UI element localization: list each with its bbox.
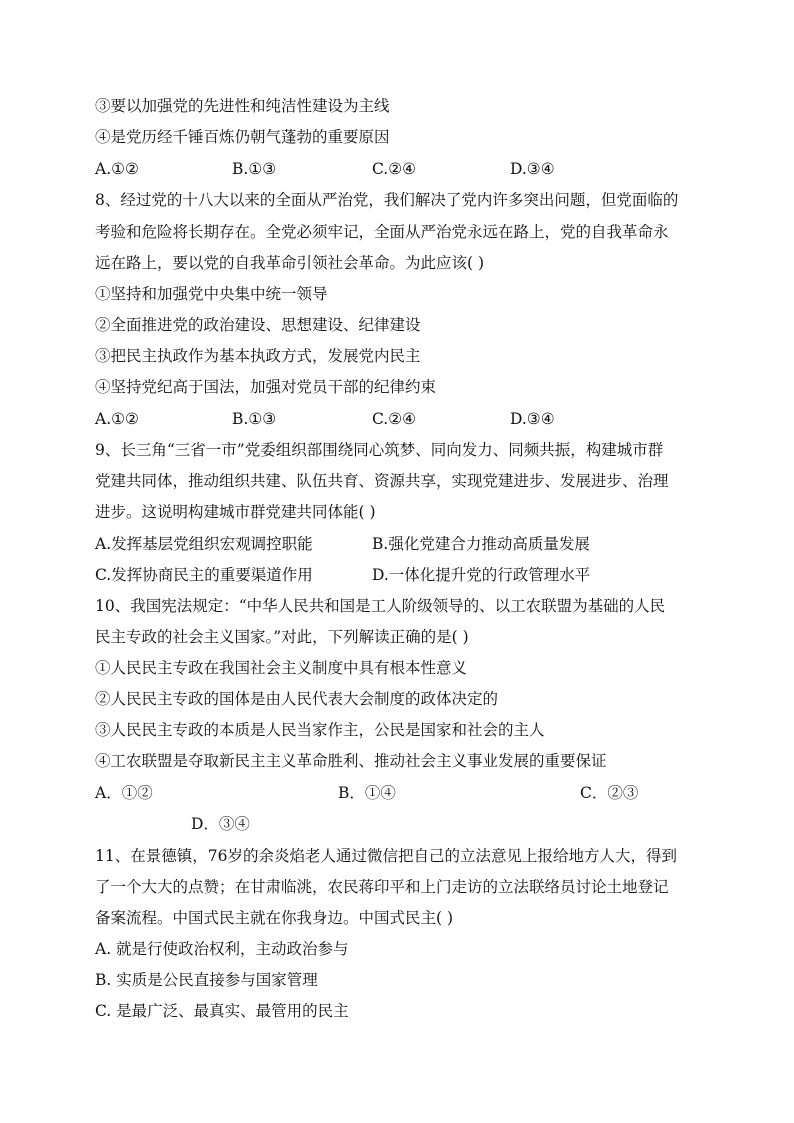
- q10-option-b: B．①④: [338, 784, 396, 802]
- q8-stem-line-3: 远在路上，要以党的自我革命引领社会革命。为此应该( ): [95, 254, 485, 272]
- q9-stem-line-1: 9、长三角“三省一市”党委组织部围绕同心筑梦、同向发力、同频共振，构建城市群: [95, 441, 664, 459]
- q8-option-b: B.①③: [232, 410, 277, 428]
- q10-option-d: D．③④: [191, 815, 250, 833]
- q7-option-d: D.③④: [510, 160, 555, 178]
- q8-option-a: A.①②: [95, 410, 139, 428]
- q8-statement-2: ②全面推进党的政治建设、思想建设、纪律建设: [95, 316, 421, 334]
- q9-option-d: D.一体化提升党的行政管理水平: [372, 566, 591, 584]
- q10-statement-1: ①人民民主专政在我国社会主义制度中具有根本性意义: [95, 659, 468, 677]
- q11-stem-line-1: 11、在景德镇，76岁的余炎焰老人通过微信把自己的立法意见上报给地方人大，得到: [95, 847, 677, 865]
- q8-stem-line-1: 8、经过党的十八大以来的全面从严治党，我们解决了党内许多突出问题，但党面临的: [95, 191, 679, 209]
- q10-option-c: C．②③: [580, 784, 639, 802]
- q9-option-a: A.发挥基层党组织宏观调控职能: [95, 535, 313, 553]
- q8-option-d: D.③④: [510, 410, 555, 428]
- q11-option-a: A. 就是行使政治权利，主动政治参与: [95, 940, 349, 958]
- q10-statement-3: ③人民民主专政的本质是人民当家作主，公民是国家和社会的主人: [95, 721, 545, 739]
- q10-stem-line-1: 10、我国宪法规定：“中华人民共和国是工人阶级领导的、以工农联盟为基础的人民: [95, 597, 666, 615]
- q11-option-b: B. 实质是公民直接参与国家管理: [95, 971, 318, 989]
- q7-option-a: A.①②: [95, 160, 139, 178]
- q9-option-b: B.强化党建合力推动高质量发展: [372, 535, 590, 553]
- q10-statement-2: ②人民民主专政的国体是由人民代表大会制度的政体决定的: [95, 690, 499, 708]
- q7-statement-4: ④是党历经千锤百炼仍朝气蓬勃的重要原因: [95, 128, 390, 146]
- q7-option-b: B.①③: [232, 160, 277, 178]
- q9-option-c: C.发挥协商民主的重要渠道作用: [95, 566, 313, 584]
- q10-stem-line-2: 民主专政的社会主义国家。”对此，下列解读正确的是( ): [95, 628, 469, 646]
- q8-statement-3: ③把民主执政作为基本执政方式，发展党内民主: [95, 347, 421, 365]
- q9-stem-line-2: 党建共同体，推动组织共建、队伍共育、资源共享，实现党建进步、发展进步、治理: [95, 472, 669, 490]
- q10-statement-4: ④工农联盟是夺取新民主主义革命胜利、推动社会主义事业发展的重要保证: [95, 752, 607, 770]
- q7-option-c: C.②④: [372, 160, 417, 178]
- q8-option-c: C.②④: [372, 410, 417, 428]
- q11-stem-line-2: 了一个大大的点赞；在甘肃临洮，农民蒋印平和上门走访的立法联络员讨论土地登记: [95, 878, 669, 896]
- q7-statement-3: ③要以加强党的先进性和纯洁性建设为主线: [95, 97, 390, 115]
- q11-stem-line-3: 备案流程。中国式民主就在你我身边。中国式民主( ): [95, 909, 454, 927]
- q8-statement-1: ①坚持和加强党中央集中统一领导: [95, 285, 328, 303]
- q8-statement-4: ④坚持党纪高于国法，加强对党员干部的纪律约束: [95, 378, 437, 396]
- q8-stem-line-2: 考验和危险将长期存在。全党必须牢记，全面从严治党永远在路上，党的自我革命永: [95, 223, 669, 241]
- q10-option-a: A．①②: [95, 784, 153, 802]
- q11-option-c: C. 是最广泛、最真实、最管用的民主: [95, 1002, 349, 1020]
- q9-stem-line-3: 进步。这说明构建城市群党建共同体能( ): [95, 503, 376, 521]
